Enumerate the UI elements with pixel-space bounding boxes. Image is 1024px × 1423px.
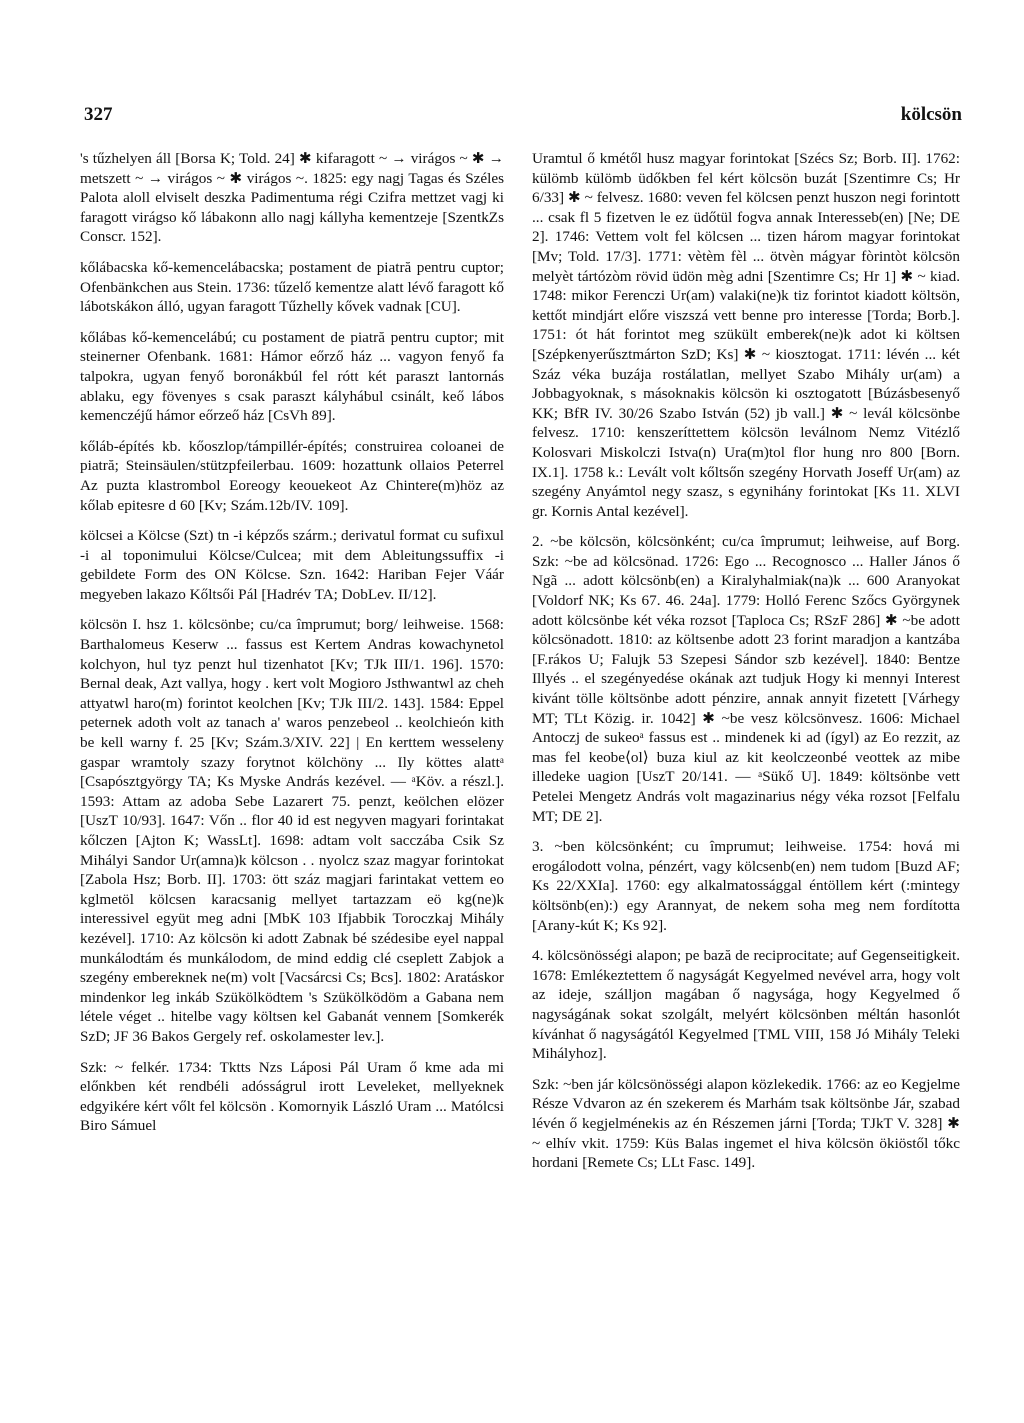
entry-text: 's tűzhelyen áll [Borsa K; Told. 24] ✱ kifaragott ~ → virágos ~ ✱ → metszett ~ → virágos ~ ✱ virágos ~. 1825: egy nagj Tagas és Széles Palota aloll elviselt deszka Padimentuma régi Czifra mettzet vagj ki faragott virágso kő lábakonn allo nagj kállyha kementzeje [SzentkZs Conscr. 152]. [80, 150, 504, 246]
page-header [84, 104, 962, 128]
entry-kolcson-1: kölcsön I. hsz 1. kölcsönbe; cu/ca împrumut; borg/ leihweise. 1568: Barthalomeus Keserw ... fassus est Kertem Andras kowachynetol kolchyon, hul tyz penzt hul tizenhatot [Kv; TJk III/1. 196]. 1570: Bernal deak, Azt vallya, hogy . kert volt Mogioro Jsthwantwl az cheh attyatwl haro(m) forintot keolchen [Kv; TJk III/2. 143]. 1584: Eppel peternek adoth volt az tanach a' waros penzebeol .. keolchieón kith be kell warny f. 25 [Kv; Szám.3/XIV. 22] | En kerttem wesseleny gaspar wramtoly szazy forytnot kölchöny ... Ily köttes alattᵃ [Csapósztgyörgy TA; Ks Myske András kezével. — ᵃKöv. a részl.]. 1593: Attam az adoba Sebe Lazarert 75. penzt, keölchen elözer [UszT 10/93]. 1647: Vőn .. flor 40 id est negyven magyari forintakat kőlczen [Ajton K; WassLt]. 1698: adtam volt sacczába Csik Sz Mihályi Sandor Ur(amna)k kölcson . . nyolcz szaz magyar forintokat [Zabola Hsz; Borb. II]. 1703: ött száz magjari farintakat vettem eo kglmetöl kölcsen karacsanig mellyet tartazzam eö kg(ne)k interessivel együt meg adni [MbK 103 Ifjabbik Toroczkaj Mihály kezével]. 1710: Az kölcsön ki adott Zabnak bé szédesibe eyel nappal munkálodtám és munkálodom, de mind eddig clé cseplett Zabjok a szegény embereknek ne(m) volt [Vacsárcsi Cs; Bcs]. 1802: Aratáskor mindenkor leg inkáb Szükölködtem 's Szükölködöm a Gabana nem létele véget .. hitelbe vagy költsen kel Gabanát vennem [Somkerék SzD; JF 36 Bakos Gergely ref. oskolamester lev.]. [80, 616, 504, 1045]
entry-kolcson-4-szk: Szk: ~ben jár kölcsönösségi alapon közlekedik. 1766: az eo Kegjelme Része Vdvaron az én szekerem és Marhám tsak költsönbe Jár, szabad lévén ő kegjelménekis az én Részemen járni [Torda; TJkT V. 328] ✱ ~ elhív vkit. 1759: Küs Balas ingemet el hiva kölcsön ökiöstől tőkc hordani [Remete Cs; LLt Fasc. 149]. [532, 1075, 960, 1172]
entry-kolcson-1-cont: Uramtul ő kmétől husz magyar forintokat [Szécs Sz; Borb. II]. 1762: külömb külömb üdőkben fel kért kölcsön buzát [Szentimre Cs; Hr 6/33] ✱ ~ felvesz. 1680: veven fel kölcsen penzt huszon negi forintott ... csak fl 5 fizetven le ez üdőtül fogva annak Interesseb(en) [Ne; DE 2]. 1746: Vettem volt fel kölcsen ... tizen három magyar forintokat [Mv; Told. 17/3]. 1771: vètèm fèl ... ötvèn mágyar fòrintòt kölcsön melyèt tártózòm rövid üdön mèg adni [Szentimre Cs; Hr 1] ✱ ~ kiad. 1748: mikor Ferenczi Ur(am) valaki(ne)k tiz forintot kiadott költsön, kettőt mindjárt előre viszszá vett benne pro interesse [Torda; Borb.]. 1751: ót hát forintot meg szükült emberek(ne)k adot ki költsen [Szépkenyerűsztmárton SzD; Ks] ✱ ~ kiosztogat. 1711: lévén ... két Száz véka buzája rostálatlan, mellyet Szabo Mihály ur(am) a Jobbagyoknak, s másoknakis kölcsön ki osztogatott [Búzásbesenyő KK; BfR IV. 30/26 Szabo István (52) jb vall.] ✱ ~ levál kölcsönbe felvesz. 1710: kenszeríttettem kölcsön leválnom Nemz Vitézlő Kolosvari Miskolczi Istva(n) Ura(m)tol flor hung nro 800 [Born. IX.1]. 1758 k.: Levált volt kőltsőn szegény Horvath Joseff Ur(am) az szegény Anyámtol negy szasz, s egynihány forintokat [Ks 11. XLVI gr. Kornis Antal kezével]. [532, 150, 960, 520]
entry-kolabacska: kőlábacska kő-kemencelábacska; postament de piatră pentru cuptor; Ofenbänkchen aus Stein. 1736: tűzelő kementze alatt lévő faragott kő lábotskákon álló, ugyan faragott Tűzhelly kővek vadnak [CU]. [80, 258, 504, 316]
entry-kolcson-szk-felker: Szk: ~ felkér. 1734: Tktts Nzs Láposi Pál Uram ő kme ada mi előnkben két rendbéli adósságrul irott Leveleket, mellyeknek edgyikére kért vőlt fel kölcsön . Komornyik László Uram ... Matólcsi Biro Sámuel [80, 1058, 504, 1135]
entry-kolcson-3: 3. ~ben kölcsönként; cu împrumut; leihweise. 1754: hová mi erogálodott volna, pénzért, vagy kölcsenb(en) nem tudom [Buzd AF; Ks 22/XXIa]. 1760: egy alkalmatossággal éntöllem kért (:mintegy költsönb(en):) egy Arannyat, de nekem soha meg nem fordította [Arany-kút K; Ks 92]. [532, 838, 960, 934]
right-column [532, 149, 960, 1173]
entry-kolcson-2: 2. ~be kölcsön, kölcsönként; cu/ca împrumut; leihweise, auf Borg. Szk: ~be ad kölcsönad. 1726: Ego ... Recognosco ... Haller János ő Ngã ... adott kölcsönb(en) a Kiralyhalmiak(na)k ... 600 Aranyokat [Voldorf NK; Ks 67. 46. 24a]. 1779: Holló Ferenc Szőcs Györgynek adott kölcsönbe két véka rozsot [Taploca Cs; RSzF 286] ✱ ~be adott kölcsönadott. 1810: az költsenbe adott 23 forint maradjon a kantzába [F.rákos U; Falujk 53 Szepesi Sándor szb kezével]. 1840: Bentze Illyés .. el szegényedése okának azt tudjuk Hogy ki mennyi Interest kivánt tölle költsönbe adott pénzire, annak annyit fizetett [Várhegy MT; TLt Közig. ir. 1042] ✱ ~be vesz kölcsönvesz. 1606: Michael Antoczj de sukeoᵃ fassus est .. mindenek ki ad (ígyl) az Eo rezzit, az mas fel keobe⟨ol⟩ buza kiul az kit keolczeonbé veottek az mibe illedeke uagion [UszT 20/141. — ᵃSükő U]. 1849: költsönbe vett Petelei Mengetz András volt magazinarius négy véka rozsot [Felfalu MT; DE 2]. [532, 533, 960, 825]
entry-kolab-epites: kőláb-építés kb. kőoszlop/támpillér-építés; construirea coloanei de piatră; Steinsäulen/stützpfeilerbau. 1609: hozattunk ollaios Peterrel Az puzta klastrombol Eoreogy keouekeot Az Chintere(m)höz az kőlab epitesre d 60 [Kv; Szám.12b/IV. 109]. [80, 437, 504, 514]
running-headword: kölcsön [900, 104, 962, 125]
entry-kolabas: kőlábas kő-kemencelábú; cu postament de piatră pentru cuptor; mit steinerner Ofenbank. 1681: Hámor eőrző ház ... vagyon fenyő fa talpokra, ugyan fenyő boronákbúl fel rótt két paraszt lantornás ablaku, egy fövenyes s csak paraszt kályhábul csinált, keő lábos kemenczéjű hámor eőrzeő ház [CsVh 89]. [80, 328, 504, 425]
entry-kolcson-4: 4. kölcsönösségi alapon; pe bază de reciprocitate; auf Gegenseitigkeit. 1678: Emlékeztettem ő nagyságát Kegyelmed nevével arra, hogy volt az ideje, szálljon magában ő nagysága, hogy Kegyelmed ő nagyságának sokat szolgált, melyért kölcsönben méltán hasonlót kívánhat ő nagyságától Kegyelmed [TML VIII, 158 Jó Mihály Teleki Mihályhoz]. [532, 947, 960, 1063]
page-number: 327 [84, 104, 113, 125]
left-column [80, 149, 504, 1136]
entry-kolcsei: kölcsei a Kölcse (Szt) tn -i képzős szárm.; derivatul format cu sufixul -i al toponimului Kölcse/Culcea; mit dem Ableitungssuffix -i gebildete Form des ON Kölcse. Szn. 1642: Hariban Fejer Váár megyeben lakazo Kőltsői Pál [Hadrév TA; DobLev. II/12]. [80, 527, 504, 603]
